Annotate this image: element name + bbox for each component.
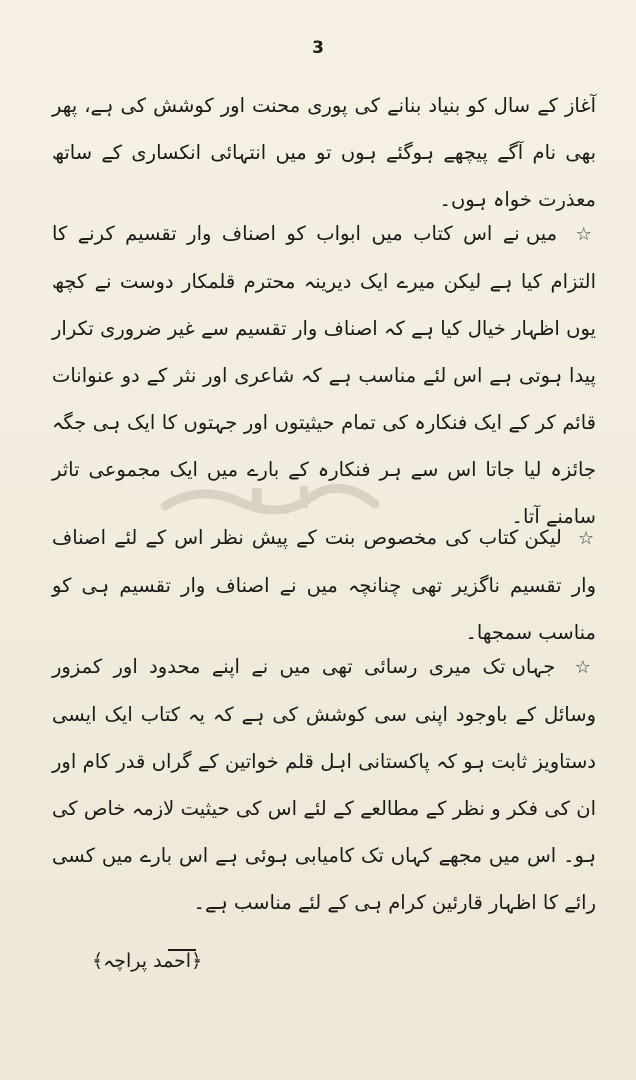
star-icon: ☆ [577, 528, 596, 549]
star-icon: ☆ [575, 224, 596, 245]
paragraph-1-text: آغاز کے سال کو بنیاد بنانے کی پوری محنت اور کوشش کی ہے، پھر بھی نام آگے پیچھے ہوگئے ہوں تو میں انتہائی انکساری کے ساتھ معذرت خواہ ہوں۔ [52, 94, 596, 211]
paragraph-4 [52, 643, 596, 926]
paragraph-4-text: جہاں تک میری رسائی تھی میں نے اپنے محدود اور کمزور وسائل کے باوجود اپنی سی کوشش کی ہے کہ یہ کتاب ایک ایسی دستاویز ثابت ہو کہ پاکستانی اہل قلم خواتین کے گراں قدر کام اور ان کی فکر و نظر کے مطالعے کے لئے اس کی حیثیت لازمہ خاص کی ہو۔ اس میں مجھے کہاں تک کامیابی ہوئی ہے اس بارے میں کسی رائے کا اظہار قارئین کرام ہی کے لئے مناسب ہے۔ [52, 655, 596, 914]
paragraph-3 [52, 514, 596, 656]
author-signature: ﴿احمد پراچہ﴾ [92, 950, 203, 972]
page-number: 3 [312, 38, 324, 58]
paragraph-2-text: میں نے اس کتاب میں ابواب کو اصناف وار تقسیم کرنے کا التزام کیا ہے لیکن میرے ایک دیرینہ محترم قلمکار دوست نے کچھ یوں اظہار خیال کیا ہے کہ اصناف وار تقسیم سے غیر ضروری تکرار پیدا ہوتی ہے اس لئے مناسب ہے کہ شاعری اور نثر کے دو عنوانات قائم کر کے ایک فنکارہ کی تمام حیثیتوں اور جہتوں کا ایک ہی جگہ جائزہ لیا جاتا اس سے ہر فنکارہ کے بارے میں ایک مجموعی تاثر سامنے آتا۔ [52, 222, 596, 528]
paragraph-1 [52, 82, 596, 223]
star-icon: ☆ [574, 657, 596, 678]
paragraph-3-text: لیکن کتاب کی مخصوص بنت کے پیش نظر اس کے لئے اصناف وار تقسیم ناگزیر تھی چنانچہ میں نے اصناف وار تقسیم ہی کو مناسب سمجھا۔ [52, 526, 596, 644]
paragraph-2 [52, 210, 596, 540]
